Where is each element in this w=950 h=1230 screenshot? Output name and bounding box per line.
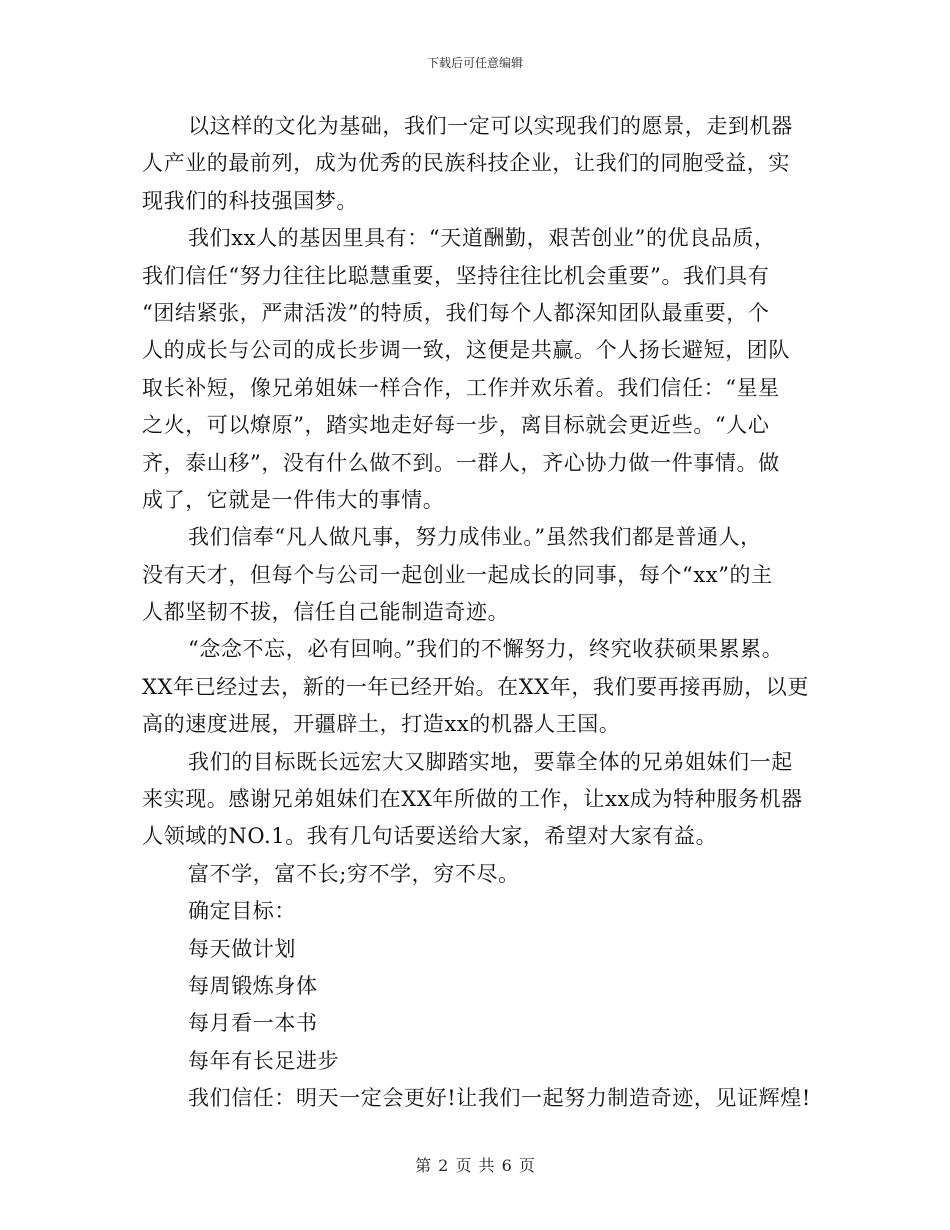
text-line: 确定目标：	[188, 899, 296, 924]
text-line: 成了，它就是一件伟大的事情。	[142, 487, 445, 512]
text-line: 每年有长足进步	[188, 1048, 340, 1073]
header-note: 下载后可任意编辑	[426, 56, 523, 70]
text-line: “团结紧张，严肃活泼”的特质，我们每个人都深知团队最重要，个	[142, 300, 770, 325]
text-line: 高的速度进展，开疆辟土，打造xx的机器人王国。	[142, 712, 621, 737]
text-line: 每周锻炼身体	[188, 973, 318, 998]
text-line: 人产业的最前列，成为优秀的民族科技企业，让我们的同胞受益，实	[142, 151, 790, 176]
text-line: XX年已经过去，新的一年已经开始。在XX年，我们要再接再励，以更	[142, 674, 809, 699]
text-line: 人领域的NO.1。我有几句话要送给大家，希望对大家有益。	[142, 824, 718, 849]
text-line: 富不学，富不长;穷不学，穷不尽。	[188, 861, 520, 886]
text-line: 取长补短，像兄弟姐妹一样合作，工作并欢乐着。我们信任：“星星	[142, 375, 780, 400]
text-line: 我们xx人的基因里具有：“天道酬勤，艰苦创业”的优良品质，	[188, 226, 776, 251]
text-line: 我们的目标既长远宏大又脚踏实地，要靠全体的兄弟姐妹们一起	[188, 749, 793, 774]
text-line: 人的成长与公司的成长步调一致，这便是共赢。个人扬长避短，团队	[142, 338, 790, 363]
text-line: 我们信奉“凡人做凡事，努力成伟业。”虽然我们都是普通人，	[188, 525, 762, 550]
text-line: 没有天才，但每个与公司一起创业一起成长的同事，每个“xx”的主	[142, 562, 773, 587]
text-line: 来实现。感谢兄弟姐妹们在XX年所做的工作，让xx成为特种服务机器	[142, 787, 803, 812]
text-line: 我们信任：明天一定会更好!让我们一起努力制造奇迹，见证辉煌!	[188, 1086, 811, 1111]
text-line: 之火，可以燎原”，踏实地走好每一步，离目标就会更近些。“人心	[142, 413, 770, 438]
text-line: “念念不忘，必有回响。”我们的不懈努力，终究收获硕果累累。	[188, 637, 784, 662]
text-line: 每月看一本书	[188, 1011, 318, 1036]
text-line: 我们信任“努力往往比聪慧重要，坚持往往比机会重要”。我们具有	[142, 263, 770, 288]
text-line: 人都坚韧不拔，信任自己能制造奇迹。	[142, 600, 510, 625]
text-line: 现我们的科技强国梦。	[142, 188, 358, 213]
text-line: 每天做计划	[188, 936, 296, 961]
page-number: 第 2 页 共 6 页	[415, 1156, 535, 1175]
text-line: 齐，泰山移”，没有什么做不到。一群人，齐心协力做一件事情。做	[142, 450, 780, 475]
text-line: 以这样的文化为基础，我们一定可以实现我们的愿景，走到机器	[188, 114, 793, 138]
document-body	[142, 108, 822, 1118]
